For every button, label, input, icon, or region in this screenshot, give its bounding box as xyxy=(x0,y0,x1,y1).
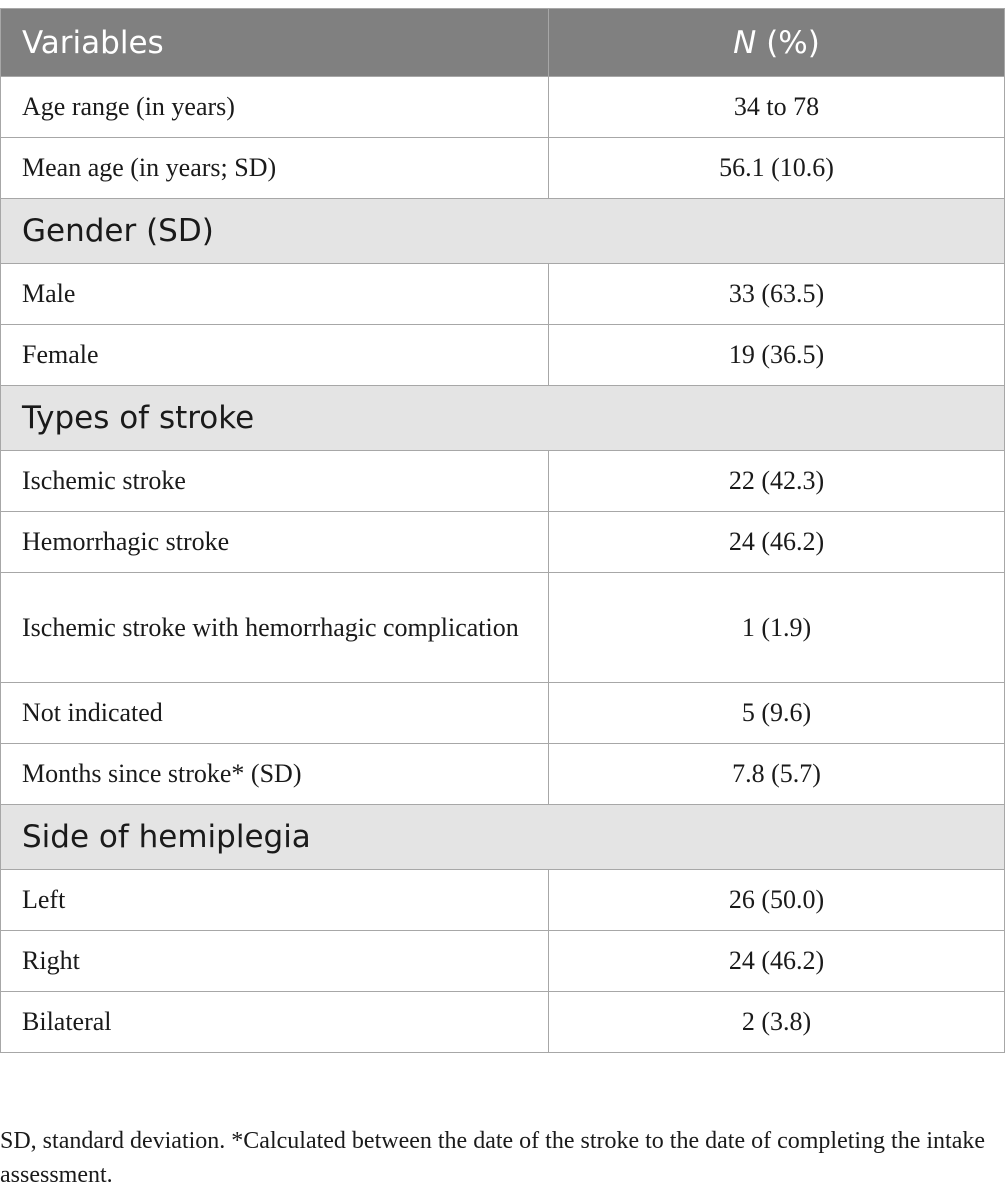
table-footnote: SD, standard deviation. *Calculated between the date of the stroke to the date of completing the intake assessment. xyxy=(0,1128,986,1188)
row-label: Ischemic stroke xyxy=(1,451,549,512)
row-label: Left xyxy=(1,870,549,931)
table-row xyxy=(1,325,1005,386)
row-value: 5 (9.6) xyxy=(549,683,1005,744)
row-value: 1 (1.9) xyxy=(549,573,1005,683)
row-value: 33 (63.5) xyxy=(549,264,1005,325)
row-label: Not indicated xyxy=(1,683,549,744)
section-title: Types of stroke xyxy=(1,386,1005,451)
row-value: 24 (46.2) xyxy=(549,931,1005,992)
table-row xyxy=(1,992,1005,1053)
header-n-percent xyxy=(549,9,1005,77)
row-value: 7.8 (5.7) xyxy=(549,744,1005,805)
table-row xyxy=(1,264,1005,325)
row-label: Bilateral xyxy=(1,992,549,1053)
row-value: 2 (3.8) xyxy=(549,992,1005,1053)
row-value: 34 to 78 xyxy=(549,77,1005,138)
row-value: 24 (46.2) xyxy=(549,512,1005,573)
table-header-row xyxy=(1,9,1005,77)
row-label: Age range (in years) xyxy=(1,77,549,138)
table-row xyxy=(1,683,1005,744)
row-value: 56.1 (10.6) xyxy=(549,138,1005,199)
section-row-hemiplegia xyxy=(1,805,1005,870)
section-row-gender xyxy=(1,199,1005,264)
row-label: Mean age (in years; SD) xyxy=(1,138,549,199)
row-value: 19 (36.5) xyxy=(549,325,1005,386)
row-label: Hemorrhagic stroke xyxy=(1,512,549,573)
row-label: Male xyxy=(1,264,549,325)
table-row xyxy=(1,870,1005,931)
demographics-table xyxy=(0,8,1005,1053)
table-row xyxy=(1,451,1005,512)
row-value: 22 (42.3) xyxy=(549,451,1005,512)
row-label: Right xyxy=(1,931,549,992)
section-title: Gender (SD) xyxy=(1,199,1005,264)
header-variables: Variables xyxy=(1,9,549,77)
header-n: N xyxy=(733,24,757,61)
table-row xyxy=(1,931,1005,992)
table-row xyxy=(1,138,1005,199)
row-label: Months since stroke* (SD) xyxy=(1,744,549,805)
table-row xyxy=(1,77,1005,138)
header-percent: (%) xyxy=(756,24,820,61)
section-title: Side of hemiplegia xyxy=(1,805,1005,870)
row-label: Ischemic stroke with hemorrhagic complication xyxy=(1,573,549,683)
table-row xyxy=(1,573,1005,683)
table-row xyxy=(1,744,1005,805)
table-row xyxy=(1,512,1005,573)
row-label: Female xyxy=(1,325,549,386)
row-value: 26 (50.0) xyxy=(549,870,1005,931)
section-row-stroke-types xyxy=(1,386,1005,451)
